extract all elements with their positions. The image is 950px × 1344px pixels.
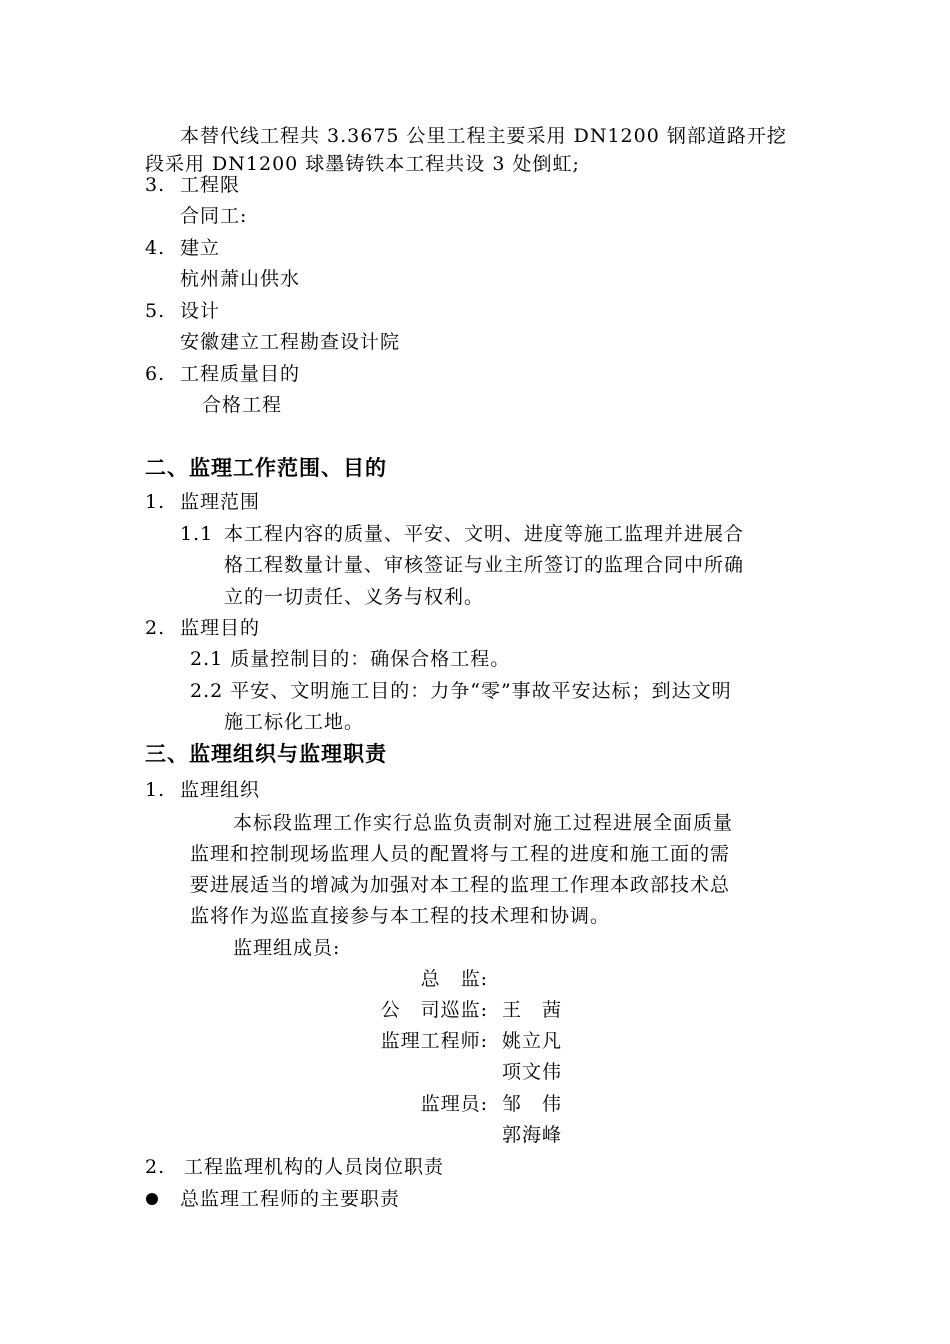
intro-line-1: 本替代线工程共 3.3675 公里工程主要采用 DN1200 钢部道路开挖 bbox=[180, 125, 787, 147]
name-inspector: 王 茜 bbox=[502, 999, 563, 1021]
section-3-title: 三、监理组织与监理职责 bbox=[145, 742, 387, 766]
role-inspector: 公 司巡监: bbox=[380, 999, 488, 1021]
s3-para-line-2: 监理和控制现场监理人员的配置将与工程的进度和施工面的需 bbox=[190, 843, 731, 865]
intro-line-2: 段采用 DN1200 球墨铸铁本工程共设 3 处倒虹; bbox=[145, 153, 580, 175]
s3-2-label: 工程监理机构的人员岗位职责 bbox=[184, 1156, 445, 1178]
s2-1-1-line-1: 本工程内容的质量、平安、文明、进度等施工监理并进展合 bbox=[224, 523, 745, 545]
item-4-label: 建立 bbox=[180, 237, 221, 259]
item-3-value: 合同工: bbox=[180, 205, 248, 227]
s2-1-1-line-2: 格工程数量计量、审核签证与业主所签订的监理合同中所确 bbox=[224, 554, 745, 576]
s2-1-num: 1. bbox=[145, 491, 166, 513]
s2-2-1: 2.1 质量控制目的：确保合格工程。 bbox=[190, 648, 511, 670]
members-label: 监理组成员: bbox=[233, 937, 341, 959]
s2-1-label: 监理范围 bbox=[180, 491, 261, 513]
s3-2-num: 2. bbox=[145, 1156, 166, 1178]
item-5-label: 设计 bbox=[180, 300, 221, 322]
s2-2-2-line-2: 施工标化工地。 bbox=[224, 711, 365, 733]
item-4-value: 杭州萧山供水 bbox=[180, 268, 301, 290]
s2-1-1-num: 1.1 bbox=[180, 523, 214, 545]
name-engineer-1: 姚立凡 bbox=[502, 1030, 563, 1052]
s2-2-2-line-1: 2.2 平安、文明施工目的：力争“零”事故平安达标；到达文明 bbox=[190, 680, 732, 702]
role-chief: 总 监: bbox=[420, 968, 488, 990]
item-6-label: 工程质量目的 bbox=[180, 363, 301, 385]
bullet-text: 总监理工程师的主要职责 bbox=[180, 1188, 401, 1210]
item-6-value: 合格工程 bbox=[202, 394, 283, 416]
item-6-num: 6. bbox=[145, 363, 166, 385]
role-engineer: 监理工程师: bbox=[380, 1030, 488, 1052]
s2-2-num: 2. bbox=[145, 617, 166, 639]
item-3-label: 工程限 bbox=[180, 174, 241, 196]
s3-para-line-4: 监将作为巡监直接参与本工程的技术理和协调。 bbox=[190, 905, 611, 927]
item-4-num: 4. bbox=[145, 237, 166, 259]
name-engineer-2: 项文伟 bbox=[502, 1061, 563, 1083]
item-5-num: 5. bbox=[145, 300, 166, 322]
item-3-num: 3. bbox=[145, 174, 166, 196]
s2-1-1-line-3: 立的一切责任、义务与权利。 bbox=[224, 586, 485, 608]
s3-para-line-1: 本标段监理工作实行总监负责制对施工过程进展全面质量 bbox=[233, 812, 734, 834]
name-staff-1: 邹 伟 bbox=[502, 1093, 563, 1115]
item-5-value: 安徽建立工程勘查设计院 bbox=[180, 331, 401, 353]
s3-1-num: 1. bbox=[145, 779, 166, 801]
s2-2-label: 监理目的 bbox=[180, 617, 261, 639]
bullet-dot-icon bbox=[146, 1193, 158, 1205]
section-2-title: 二、监理工作范围、目的 bbox=[145, 456, 387, 480]
name-staff-2: 郭海峰 bbox=[502, 1124, 563, 1146]
s3-1-label: 监理组织 bbox=[180, 779, 261, 801]
s3-para-line-3: 要进展适当的增减为加强对本工程的监理工作理本政部技术总 bbox=[190, 874, 731, 896]
role-staff: 监理员: bbox=[420, 1093, 488, 1115]
